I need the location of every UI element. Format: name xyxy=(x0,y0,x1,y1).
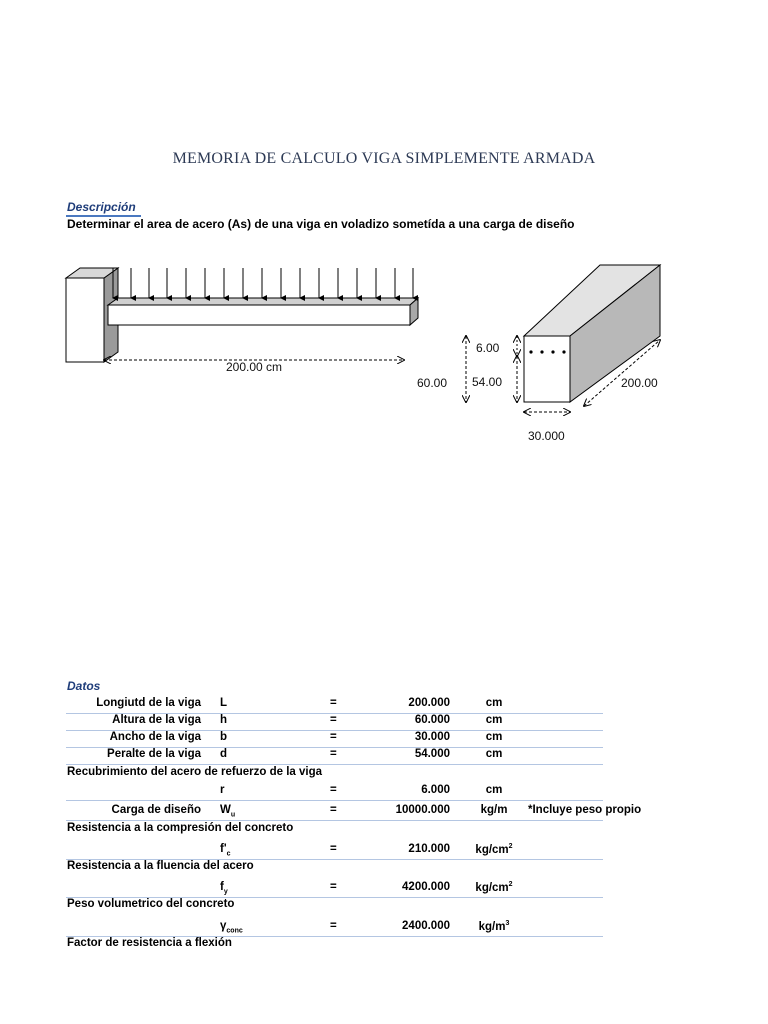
row-symbol: $\gamma_{conc}$ xyxy=(220,920,243,935)
row-unit: cm xyxy=(485,748,503,760)
section-length-label: 200.00 xyxy=(621,376,658,390)
table-row xyxy=(66,919,603,937)
row-value: 210.000 xyxy=(408,843,450,855)
factor-label: Factor de resistencia a flexión xyxy=(67,937,232,949)
row-unit: cm xyxy=(485,784,503,796)
row-label: Altura de la viga xyxy=(112,714,201,726)
table-row xyxy=(66,747,603,765)
row-note: *Incluye peso propio xyxy=(528,804,642,816)
row-equals: = xyxy=(330,714,337,726)
table-row xyxy=(66,730,603,748)
beam-diagram xyxy=(0,0,768,460)
description-heading: Descripción xyxy=(67,200,136,214)
row-symbol: r xyxy=(220,784,225,796)
row-unit: cm xyxy=(485,714,503,726)
width-label: 30.000 xyxy=(528,429,565,443)
rebar-dot xyxy=(551,350,554,353)
row-equals: = xyxy=(330,843,337,855)
recubrimiento-label: Recubrimiento del acero de refuerzo de la viga xyxy=(67,766,322,778)
beam-length-label: 200.00 cm xyxy=(225,360,283,374)
table-row xyxy=(66,713,603,731)
row-value: 6.000 xyxy=(421,784,450,796)
row-equals: = xyxy=(330,784,337,796)
row-value: 4200.000 xyxy=(402,881,450,893)
row-symbol: b xyxy=(220,731,228,743)
row-value: 30.000 xyxy=(414,731,450,743)
row-symbol: $W_u$ xyxy=(220,804,236,819)
rebar-dot xyxy=(529,350,532,353)
depth-label: 54.00 xyxy=(472,375,503,389)
row-label: Ancho de la viga xyxy=(109,731,201,743)
row-equals: = xyxy=(330,748,337,760)
row-value: 2400.000 xyxy=(402,920,450,932)
row-unit: cm xyxy=(485,731,503,743)
cover-label: 6.00 xyxy=(476,341,500,355)
table-row xyxy=(66,696,603,714)
rebar-dot xyxy=(540,350,543,353)
row-equals: = xyxy=(330,920,337,932)
row-equals: = xyxy=(330,731,337,743)
table-row xyxy=(66,803,642,821)
table-row xyxy=(66,842,603,860)
row-equals: = xyxy=(330,697,337,709)
row-label: Peralte de la viga xyxy=(107,748,201,760)
distributed-load-arrows xyxy=(113,268,413,298)
datos-heading: Datos xyxy=(67,679,101,693)
row-value: 10000.000 xyxy=(395,804,450,816)
row-symbol: $f_y$ xyxy=(220,881,228,896)
cantilever-beam xyxy=(108,298,418,325)
height-label: 60.00 xyxy=(417,376,448,390)
page-title: MEMORIA DE CALCULO VIGA SIMPLEMENTE ARMADA xyxy=(172,150,596,167)
row-unit: $kg/cm^2$ xyxy=(475,881,513,894)
row-unit: $kg/m^3$ xyxy=(478,920,510,933)
fluencia-label: Resistencia a la fluencia del acero xyxy=(67,860,254,872)
row-symbol: $f'_c$ xyxy=(220,843,231,858)
row-value: 60.000 xyxy=(414,714,450,726)
row-label: Longiutd de la viga xyxy=(96,697,201,709)
row-label: Carga de diseño xyxy=(111,804,201,816)
row-unit: kg/m xyxy=(480,804,508,816)
row-equals: = xyxy=(330,804,337,816)
row-value: 54.000 xyxy=(414,748,450,760)
peso-label: Peso volumetrico del concreto xyxy=(67,898,235,910)
table-row xyxy=(66,783,603,801)
table-row xyxy=(66,880,603,898)
row-unit: cm xyxy=(485,697,503,709)
row-unit: $kg/cm^2$ xyxy=(475,843,513,856)
row-equals: = xyxy=(330,881,337,893)
row-symbol: d xyxy=(220,748,228,760)
row-symbol: h xyxy=(220,714,228,726)
row-value: 200.000 xyxy=(408,697,450,709)
rebar-dot xyxy=(562,350,565,353)
row-symbol: L xyxy=(220,697,228,709)
compresion-label: Resistencia a la compresión del concreto xyxy=(67,822,294,834)
description-text: Determinar el area de acero (As) de una viga en voladizo sometída a una carga de diseño xyxy=(67,217,575,231)
